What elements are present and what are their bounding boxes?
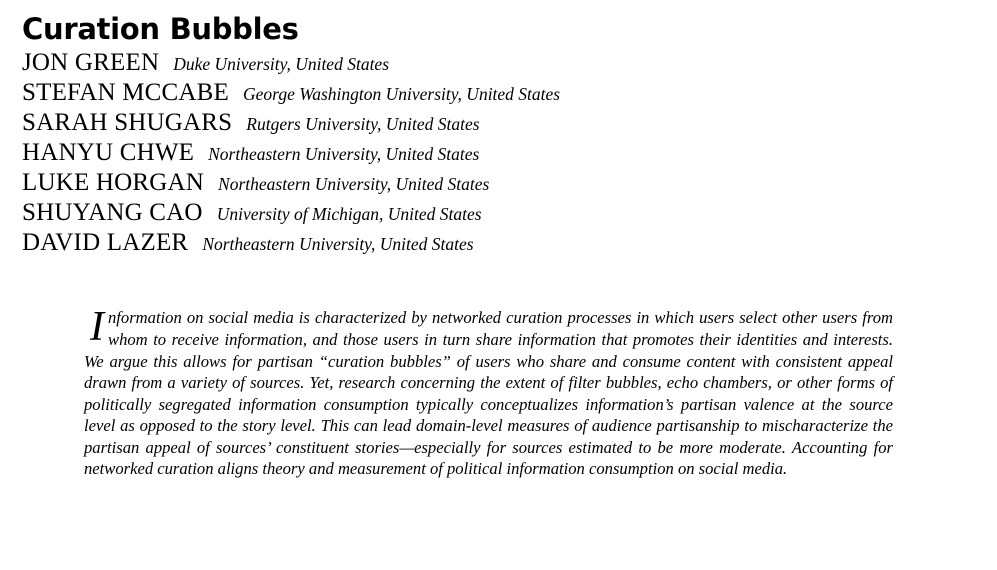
author-entry (22, 50, 945, 75)
author-affiliation: Rutgers University, United States (246, 114, 480, 135)
author-affiliation: Northeastern University, United States (208, 144, 480, 165)
author-entry (22, 110, 945, 135)
author-name: LUKE HORGAN (22, 169, 205, 197)
author-entry (22, 230, 945, 255)
author-entry (22, 140, 945, 165)
author-list (22, 50, 945, 255)
abstract-text: nformation on social media is characterized by networked curation processes in which users select other users from whom to receive information, and those users in turn share information that promotes their identities and interests. We argue this allows for partisan “curation bubbles” of users who share and consume content with consistent appeal drawn from a variety of sources. Yet, research concerning the extent of filter bubbles, echo chambers, or other forms of politically segregated information consumption typically conceptualizes information’s partisan valence at the source level as opposed to the story level. This can lead domain-level measures of audience partisanship to mischaracterize the partisan appeal of sources’ constituent stories—especially for sources estimated to be more moderate. Accounting for networked curation aligns theory and measurement of political information consumption on social media. (84, 308, 893, 479)
author-affiliation: Northeastern University, United States (202, 234, 474, 255)
author-entry (22, 170, 945, 195)
author-name: SARAH SHUGARS (22, 109, 233, 137)
author-affiliation: George Washington University, United States (243, 84, 561, 105)
author-affiliation: Northeastern University, United States (218, 174, 490, 195)
author-name: DAVID LAZER (22, 229, 189, 257)
author-name: SHUYANG CAO (22, 199, 203, 227)
abstract-dropcap: I (90, 304, 104, 351)
author-name: HANYU CHWE (22, 139, 195, 167)
author-entry (22, 80, 945, 105)
abstract-section (84, 304, 893, 480)
author-affiliation: Duke University, United States (173, 54, 390, 75)
author-name: JON GREEN (22, 49, 160, 77)
author-entry (22, 200, 945, 225)
author-name: STEFAN MCCABE (22, 79, 230, 107)
author-affiliation: University of Michigan, United States (216, 204, 482, 225)
page-title: Curation Bubbles (22, 12, 299, 46)
